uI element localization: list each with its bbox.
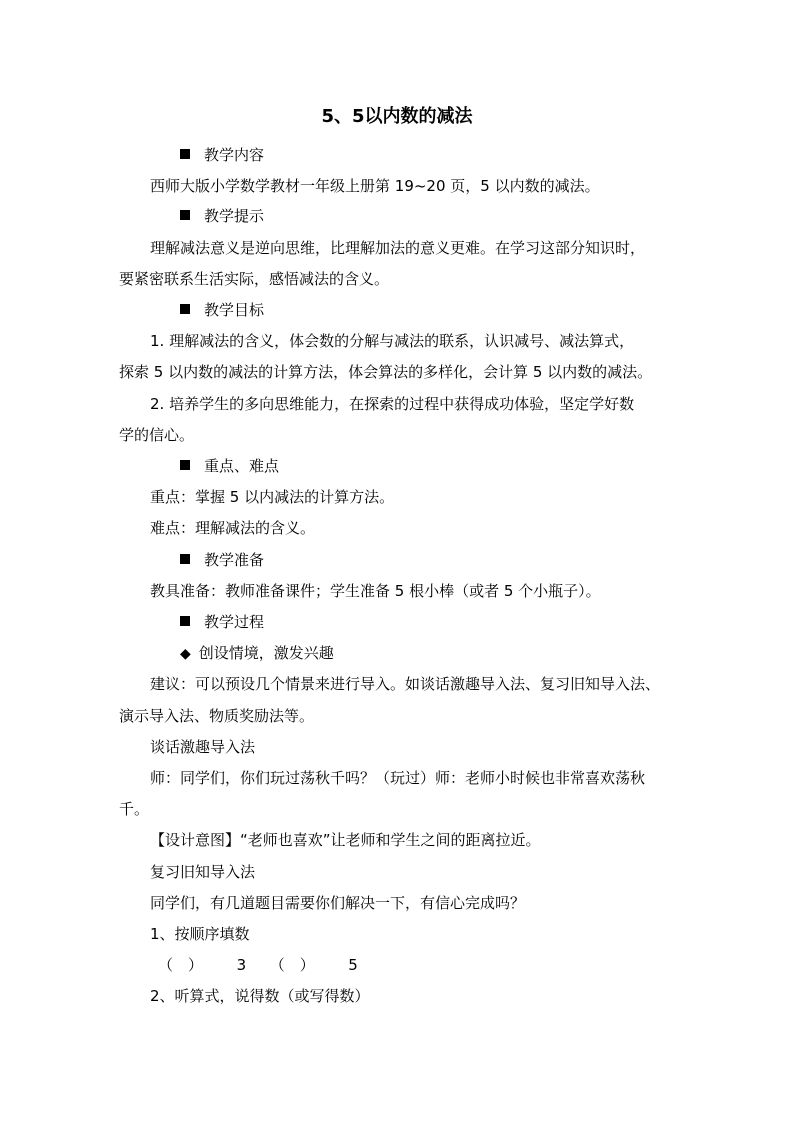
paragraph-line: 2. 培养学生的多向思维能力，在探索的过程中获得成功体验，坚定学好数 <box>150 395 635 413</box>
paragraph-line: 师：同学们，你们玩过荡秋千吗？（玩过）师：老师小时候也非常喜欢荡秋 <box>150 769 646 787</box>
sequence-blank: （ ） <box>269 956 315 974</box>
square-bullet-icon <box>180 149 190 159</box>
section-heading-key-points: 重点、难点 <box>180 454 279 478</box>
paragraph-line: 学的信心。 <box>119 426 195 444</box>
paragraph-line: 复习旧知导入法 <box>150 863 256 881</box>
paragraph-line: 演示导入法、物质奖励法等。 <box>119 707 315 725</box>
paragraph-line: 难点：理解减法的含义。 <box>150 519 316 537</box>
square-bullet-icon <box>180 554 190 564</box>
paragraph-line: 西师大版小学数学教材一年级上册第 19~20 页，5 以内数的减法。 <box>150 177 600 195</box>
section-heading-process: 教学过程 <box>180 610 264 634</box>
paragraph-line: 千。 <box>119 800 150 818</box>
paragraph-line: 同学们，有几道题目需要你们解决一下，有信心完成吗？ <box>150 894 526 912</box>
sub-heading: ◆ 创设情境，激发兴趣 <box>180 641 334 666</box>
section-heading-goals: 教学目标 <box>180 298 264 322</box>
paragraph-line: 谈话激趣导入法 <box>150 738 256 756</box>
square-bullet-icon <box>180 210 190 220</box>
paragraph-line: 理解减法意义是逆向思维，比理解加法的意义更难。在学习这部分知识时， <box>150 239 646 257</box>
square-bullet-icon <box>180 460 190 470</box>
paragraph-line: 重点：掌握 5 以内减法的计算方法。 <box>150 488 395 506</box>
paragraph-line: 1、按顺序填数 <box>150 925 250 943</box>
diamond-bullet-icon: ◆ <box>180 646 191 662</box>
sequence-number: 5 <box>348 956 358 974</box>
paragraph-line: 教具准备：教师准备课件；学生准备 5 根小棒（或者 5 个小瓶子）。 <box>150 582 601 600</box>
paragraph-line: 2、听算式，说得数（或写得数） <box>150 987 370 1005</box>
paragraph-line: 探索 5 以内数的减法的计算方法，体会算法的多样化，会计算 5 以内数的减法。 <box>119 363 653 381</box>
paragraph-line: 1. 理解减法的含义，体会数的分解与减法的联系，认识减号、减法算式， <box>150 332 635 350</box>
square-bullet-icon <box>180 304 190 314</box>
section-heading-tips: 教学提示 <box>180 204 264 228</box>
number-sequence <box>158 953 358 977</box>
sequence-number: 3 <box>236 956 247 974</box>
section-heading-preparation: 教学准备 <box>180 548 264 572</box>
sequence-blank: （ ） <box>158 956 204 974</box>
square-bullet-icon <box>180 616 190 626</box>
page-title: 5、5以内数的减法 <box>321 106 473 127</box>
paragraph-line: 建议：可以预设几个情景来进行导入。如谈话激趣导入法、复习旧知导入法、 <box>150 675 661 693</box>
paragraph-line: 【设计意图】“老师也喜欢”让老师和学生之间的距离拉近。 <box>150 831 541 849</box>
paragraph-line: 要紧密联系生活实际，感悟减法的含义。 <box>119 270 390 288</box>
section-heading-content: 教学内容 <box>180 143 264 167</box>
